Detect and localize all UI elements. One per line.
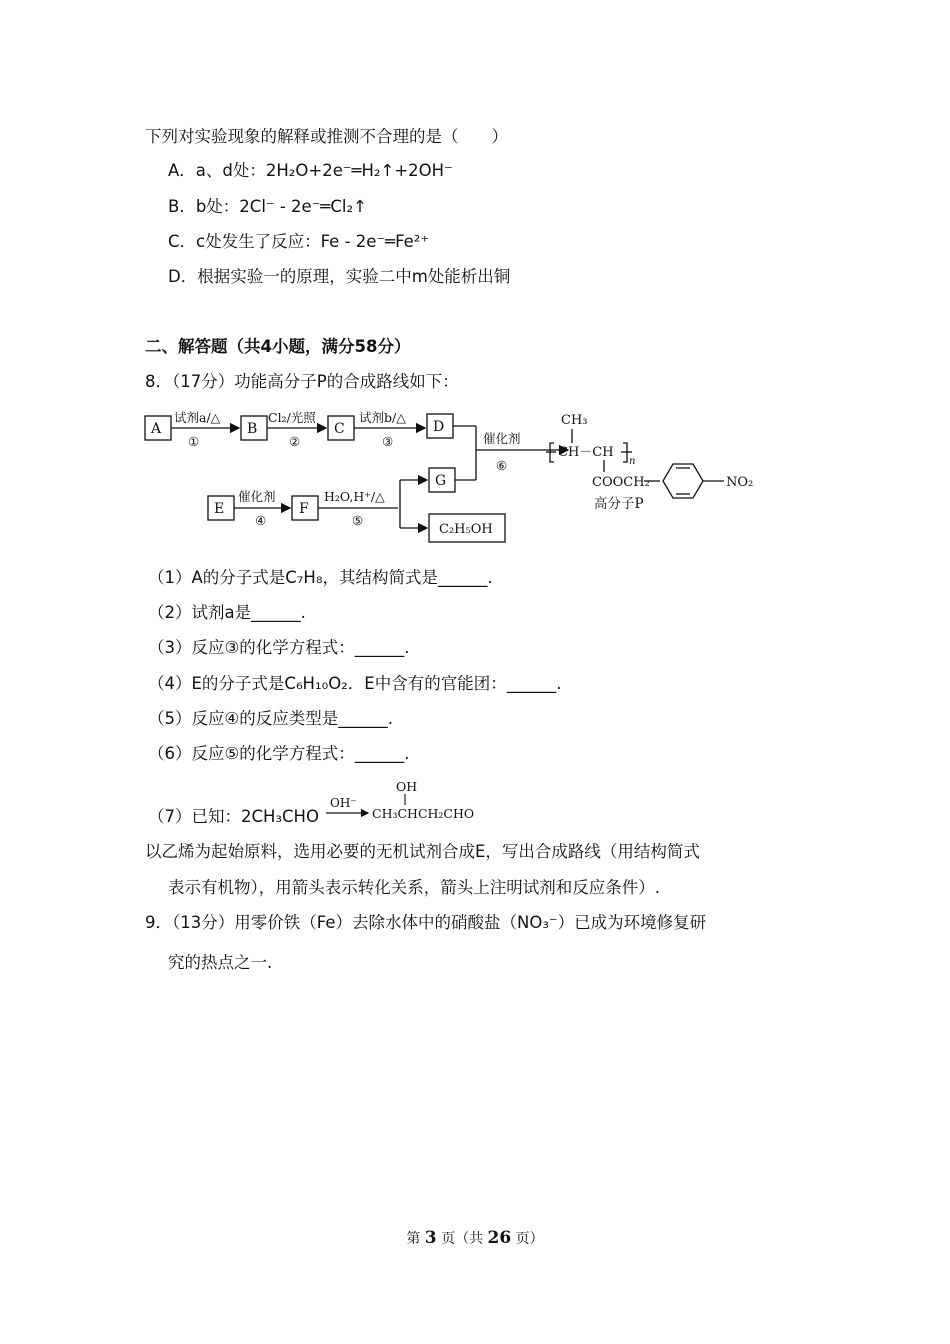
step-3: ③	[382, 434, 394, 449]
option-equation: 2Cl⁻ - 2e⁻═Cl₂↑	[239, 197, 367, 216]
q7-option-c	[168, 231, 429, 253]
known-condition: OH⁻	[330, 796, 357, 810]
known-product: CH₃CHCH₂CHO	[372, 806, 475, 821]
q8-stem: 8．（17分）功能高分子P的合成路线如下：	[145, 372, 459, 391]
polymer-no2: NO₂	[726, 475, 754, 490]
step-5: ⑤	[352, 513, 364, 528]
reagent-5: H₂O,H⁺/△	[324, 489, 385, 504]
step-4: ④	[255, 513, 267, 528]
known-oh: OH	[396, 779, 418, 794]
step-2: ②	[289, 434, 301, 449]
q7-stem: 下列对实验现象的解释或推测不合理的是（ ）	[145, 127, 508, 146]
q9-line-1: 9．（13分）用零价铁（Fe）去除水体中的硝酸盐（NO₃⁻）已成为环境修复研	[145, 913, 707, 932]
option-label: D．根据实验一的原理，实验二中m处能析出铜	[168, 267, 511, 286]
q9-line-2: 究的热点之一.	[168, 953, 273, 972]
label-e: E	[214, 501, 225, 517]
reagent-4: 催化剂	[238, 489, 276, 504]
option-equation: Fe - 2e⁻═Fe²⁺	[320, 232, 430, 251]
reagent-2: Cl₂/光照	[268, 410, 316, 425]
label-d: D	[433, 419, 445, 435]
option-label: C．c处发生了反应：	[168, 232, 321, 251]
known-prefix: （7）已知：	[148, 807, 241, 826]
q8-sub-1: （1）A的分子式是C₇H₈，其结构简式是______.	[148, 568, 493, 587]
polymer-n: n	[629, 456, 636, 467]
label-g: G	[435, 473, 447, 489]
footer-suffix: 页）	[511, 1231, 544, 1247]
q8-task-line-1: 以乙烯为起始原料，选用必要的无机试剂合成E，写出合成路线（用结构简式	[145, 842, 700, 861]
option-label: A．a、d处：	[168, 161, 266, 180]
footer-page-number: 3	[424, 1228, 437, 1248]
page-footer	[0, 1228, 950, 1248]
step-6: ⑥	[496, 458, 508, 473]
label-ethanol: C₂H₅OH	[439, 522, 493, 537]
footer-total-pages: 26	[487, 1228, 512, 1248]
q8-sub-7-prefix	[148, 806, 319, 828]
polymer-ch3: CH₃	[561, 413, 588, 428]
option-label: B．b处：	[168, 197, 240, 216]
label-b: B	[247, 421, 258, 437]
synthesis-scheme	[140, 404, 780, 554]
q8-sub-4: （4）E的分子式是C₆H₁₀O₂．E中含有的官能团：______.	[148, 674, 562, 693]
polymer-ester: COOCH₂	[592, 475, 650, 490]
option-equation: 2H₂O+2e⁻═H₂↑+2OH⁻	[265, 161, 453, 180]
q8-sub-2: （2）试剂a是______.	[148, 603, 306, 622]
reagent-6: 催化剂	[483, 431, 521, 446]
benzene-ring	[663, 464, 703, 498]
reagent-1: 试剂a/△	[174, 410, 221, 425]
q8-sub-3: （3）反应③的化学方程式：______.	[148, 638, 410, 657]
step-1: ①	[188, 434, 200, 449]
known-reaction	[322, 776, 475, 826]
polymer-backbone: CH－CH	[558, 445, 614, 460]
polymer-name: 高分子P	[594, 496, 644, 512]
footer-middle: 页（共	[436, 1231, 488, 1247]
q8-sub-5: （5）反应④的反应类型是______.	[148, 709, 394, 728]
q8-sub-6: （6）反应⑤的化学方程式：______.	[148, 744, 410, 763]
label-f: F	[299, 501, 309, 517]
known-reactant: 2CH₃CHO	[241, 807, 319, 826]
section-title: 二、解答题（共4小题，满分58分）	[145, 337, 411, 356]
label-a: A	[151, 421, 162, 437]
q7-option-b	[168, 196, 367, 218]
q7-option-a	[168, 160, 453, 182]
q8-task-line-2: 表示有机物），用箭头表示转化关系，箭头上注明试剂和反应条件）.	[168, 878, 660, 897]
reagent-3: 试剂b/△	[359, 410, 406, 425]
footer-prefix: 第	[406, 1231, 425, 1247]
label-c: C	[334, 421, 345, 437]
q7-option-d	[168, 266, 510, 288]
